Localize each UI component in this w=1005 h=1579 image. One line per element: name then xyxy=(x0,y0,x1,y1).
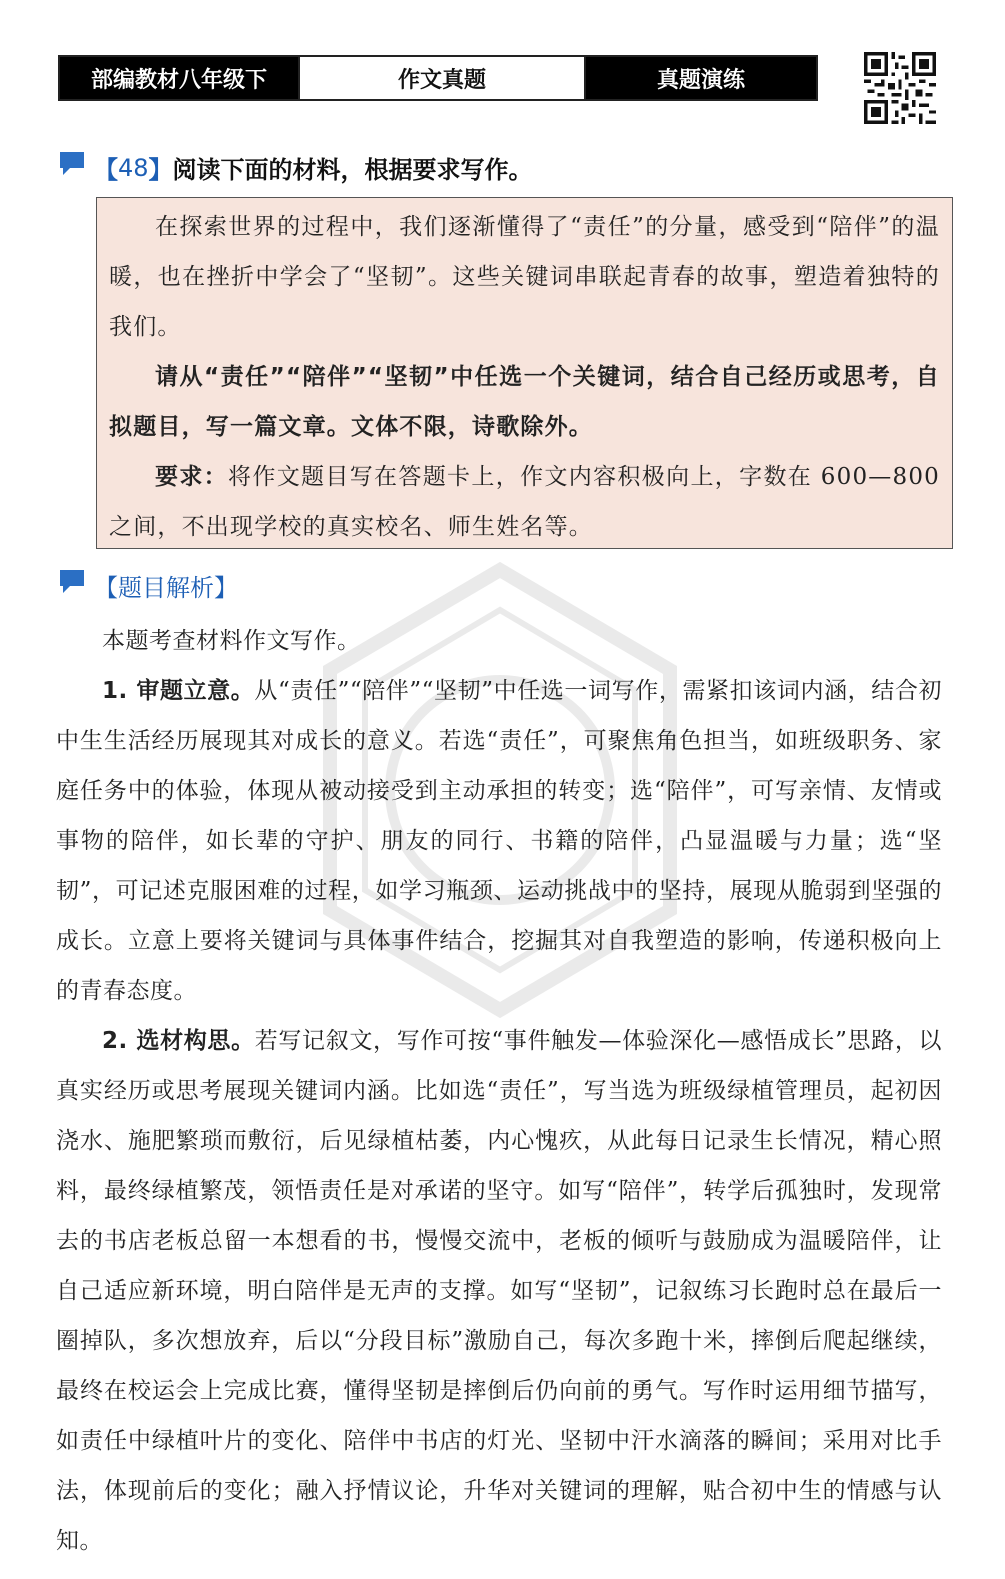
question-instruction: 阅读下面的材料，根据要求写作。 xyxy=(172,156,533,184)
material-box xyxy=(96,197,953,549)
analysis-heading: 【题目解析】 xyxy=(94,574,238,602)
material-paragraph: 在探索世界的过程中，我们逐渐懂得了“责任”的分量，感受到“陪伴”的温暖，也在挫折中学会了“坚韧”。这些关键词串联起青春的故事，塑造着独特的我们。 xyxy=(109,214,940,340)
point-2-lead: 2. 选材构思。 xyxy=(102,1028,255,1054)
requirement-text: 将作文题目写在答题卡上，作文内容积极向上，字数在 600—800 之间，不出现学校的真实校名、师生姓名等。 xyxy=(109,464,940,540)
point-2-text: 若写记叙文，写作可按“事件触发—体验深化—感悟成长”思路，以真实经历或思考展现关键词内涵。比如选“责任”，写当选为班级绿植管理员，起初因浇水、施肥繁琐而敷衍，后见绿植枯萎，内心愧疚，从此每日记录生长情况，精心照料，最终绿植繁茂，领悟责任是对承诺的坚守。如写“陪伴”，转学后孤独时，发现常去的书店老板总留一本想看的书，慢慢交流中，老板的倾听与鼓励成为温暖陪伴，让自己适应新环境，明白陪伴是无声的支撑。如写“坚韧”，记叙练习长跑时总在最后一圈掉队，多次想放弃，后以“分段目标”激励自己，每次多跑十米，摔倒后爬起继续，最终在校运会上完成比赛，懂得坚韧是摔倒后仍向前的勇气。写作时运用细节描写，如责任中绿植叶片的变化、陪伴中书店的灯光、坚韧中汗水滴落的瞬间；采用对比手法，体现前后的变化；融入抒情议论，升华对关键词的理解，贴合初中生的情感与认知。 xyxy=(56,1028,942,1554)
analysis-body xyxy=(56,616,942,1566)
speech-bubble-icon xyxy=(58,150,88,178)
bracket-open: 【 xyxy=(94,156,118,184)
header-bar xyxy=(58,55,818,101)
qr-code-icon xyxy=(864,52,936,124)
header-category: 作文真题 xyxy=(298,57,586,99)
header-practice: 真题演练 xyxy=(586,57,816,99)
question-title xyxy=(58,150,533,185)
requirement-paragraph xyxy=(109,452,940,552)
task-paragraph: 请从“责任”“陪伴”“坚韧”中任选一个关键词，结合自己经历或思考，自拟题目，写一篇文章。文体不限，诗歌除外。 xyxy=(109,364,940,440)
analysis-title xyxy=(58,568,238,603)
analysis-intro: 本题考查材料作文写作。 xyxy=(102,628,361,654)
requirement-label: 要求： xyxy=(155,463,229,490)
analysis-point-2 xyxy=(56,1016,942,1566)
point-1-text: 从“责任”“陪伴”“坚韧”中任选一词写作，需紧扣该词内涵，结合初中生生活经历展现其对成长的意义。若选“责任”，可聚焦角色担当，如班级职务、家庭任务中的体验，体现从被动接受到主动承担的转变；选“陪伴”，可写亲情、友情或事物的陪伴，如长辈的守护、朋友的同行、书籍的陪伴，凸显温暖与力量；选“坚韧”，可记述克服困难的过程，如学习瓶颈、运动挑战中的坚持，展现从脆弱到坚强的成长。立意上要将关键词与具体事件结合，挖掘其对自我塑造的影响，传递积极向上的青春态度。 xyxy=(56,678,942,1004)
bracket-close: 】 xyxy=(148,156,173,184)
analysis-point-1 xyxy=(56,666,942,1016)
header-grade: 部编教材八年级下 xyxy=(60,57,298,99)
question-number: 48 xyxy=(118,153,149,182)
speech-bubble-icon xyxy=(58,568,88,596)
point-1-lead: 1. 审题立意。 xyxy=(102,678,255,704)
